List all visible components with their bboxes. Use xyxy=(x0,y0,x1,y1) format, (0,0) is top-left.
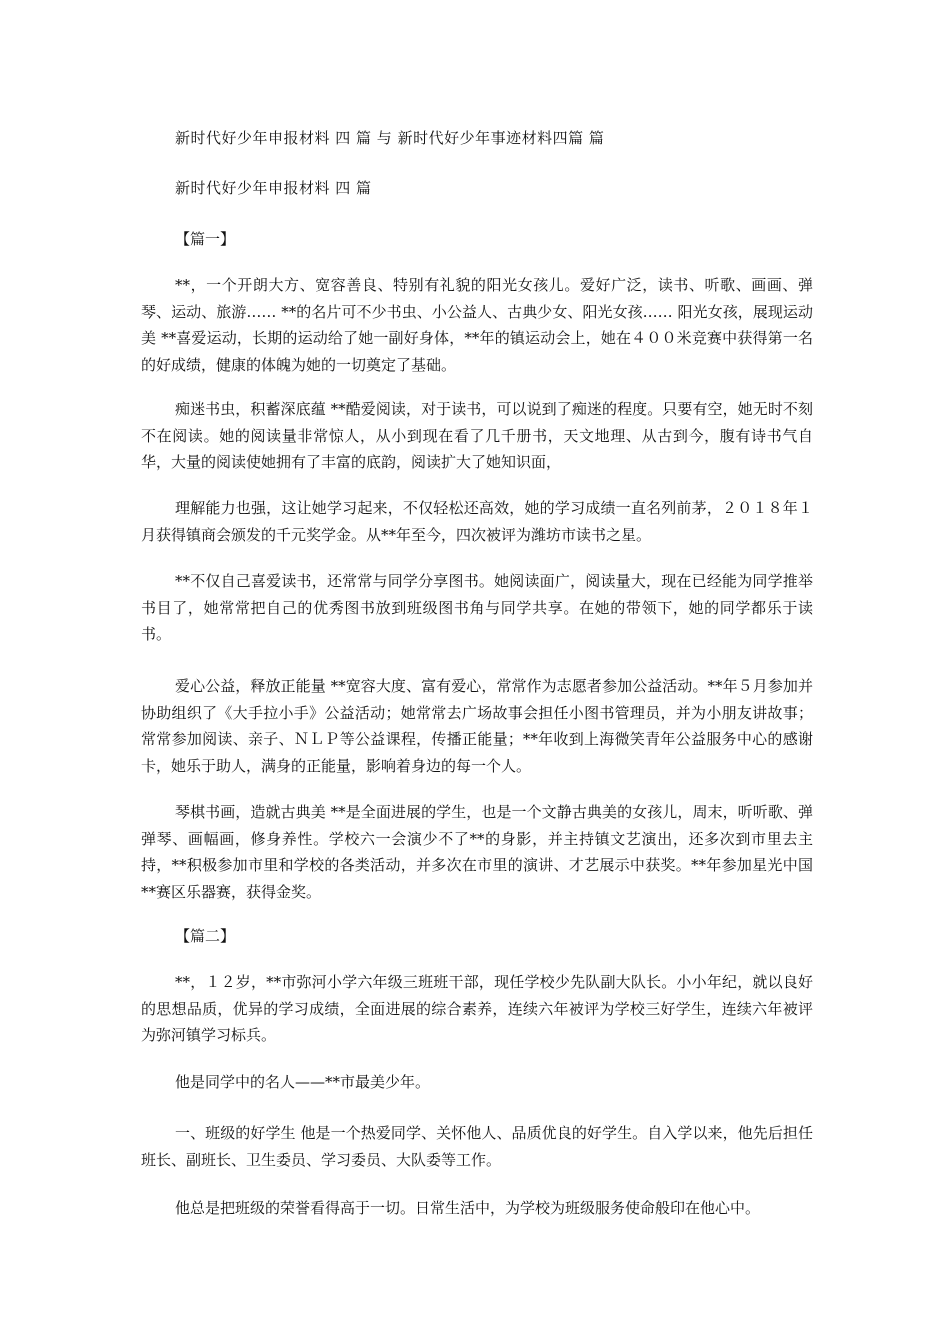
paragraph: 他是同学中的名人——**市最美少年。 xyxy=(175,1073,431,1091)
document-subtitle: 新时代好少年申报材料 四 篇 xyxy=(175,179,372,197)
paragraph: **，一个开朗大方、宽容善良、特别有礼貌的阳光女孩儿。爱好广泛，读书、听歌、画画、弹琴、运动、旅游…… **的名片可不少书虫、小公益人、古典少女、阳光女孩…… 阳光女孩，展现运动美 **喜爱运动，长期的运动给了她一副好身体，**年的镇运动会上，她在４００米竞赛中获得第一名的好成绩，健康的体魄为她的一切奠定了基础。 xyxy=(141,276,813,374)
section-heading-2: 【篇二】 xyxy=(175,927,236,945)
paragraph: 他总是把班级的荣誉看得高于一切。日常生活中，为学校为班级服务使命般印在他心中。 xyxy=(175,1199,761,1217)
paragraph: **，１２岁，**市弥河小学六年级三班班干部，现任学校少先队副大队长。小小年纪，就以良好的思想品质，优异的学习成绩，全面进展的综合素养，连续六年被评为学校三好学生，连续六年被评为弥河镇学习标兵。 xyxy=(141,973,813,1044)
section-heading-1: 【篇一】 xyxy=(175,230,236,248)
paragraph: **不仅自己喜爱读书，还常常与同学分享图书。她阅读面广，阅读量大，现在已经能为同学推举书目了，她常常把自己的优秀图书放到班级图书角与同学共享。在她的带领下，她的同学都乐于读书。 xyxy=(141,572,813,643)
document-title: 新时代好少年申报材料 四 篇 与 新时代好少年事迹材料四篇 篇 xyxy=(175,129,605,147)
paragraph: 一、班级的好学生 他是一个热爱同学、关怀他人、品质优良的好学生。自入学以来，他先后担任班长、副班长、卫生委员、学习委员、大队委等工作。 xyxy=(141,1124,813,1169)
paragraph: 痴迷书虫，积蓄深底蕴 **酷爱阅读，对于读书，可以说到了痴迷的程度。只要有空，她无时不刻不在阅读。她的阅读量非常惊人，从小到现在看了几千册书，天文地理、从古到今，腹有诗书气自华，大量的阅读使她拥有了丰富的底韵，阅读扩大了她知识面， xyxy=(141,400,813,471)
paragraph: 爱心公益，释放正能量 **宽容大度、富有爱心，常常作为志愿者参加公益活动。**年５月参加并协助组织了《大手拉小手》公益活动；她常常去广场故事会担任小图书管理员，并为小朋友讲故事；常常参加阅读、亲子、ＮＬＰ等公益课程，传播正能量；**年收到上海微笑青年公益服务中心的感谢卡，她乐于助人，满身的正能量，影响着身边的每一个人。 xyxy=(141,677,813,775)
paragraph: 琴棋书画，造就古典美 **是全面进展的学生，也是一个文静古典美的女孩儿，周末，听听歌、弹弹琴、画幅画，修身养性。学校六一会演少不了**的身影，并主持镇文艺演出，还多次到市里去主持，**积极参加市里和学校的各类活动，并多次在市里的演讲、才艺展示中获奖。**年参加星光中国**赛区乐器赛，获得金奖。 xyxy=(141,803,813,901)
paragraph: 理解能力也强，这让她学习起来，不仅轻松还高效，她的学习成绩一直名列前茅，２０１８年１月获得镇商会颁发的千元奖学金。从**年至今，四次被评为潍坊市读书之星。 xyxy=(141,499,813,544)
